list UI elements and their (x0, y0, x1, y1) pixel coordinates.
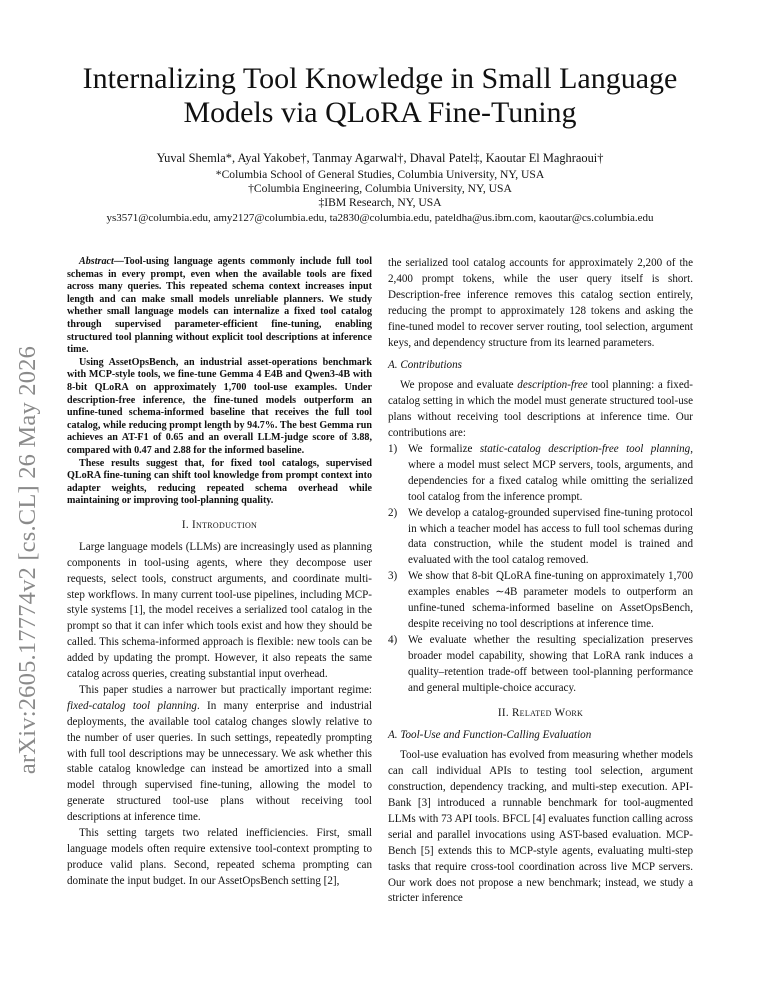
abstract (67, 256, 372, 508)
related-work-paragraph: Tool-use evaluation has evolved from measuring whether models can call individual APIs to testing tool selection, argument construction, dependency tracking, and multi-step execution. API-Bank [3] introduced a runnable benchmark for tool-augmented LLMs with 73 API tools. BFCL [4] evaluates function calling across serial and parallel invocations using AST-based evaluation. MCP-Bench [5] extends this to MCP-style agents, evaluating multi-step tasks that require cross-tool coordination across live MCP servers. Our work does not propose a new benchmark; instead, we study a stricter inference (388, 749, 693, 905)
author-emails: ys3571@columbia.edu, amy2127@columbia.edu, ta2830@columbia.edu, pateldha@us.ibm.com, kaoutar@cs.columbia.edu (106, 212, 654, 224)
left-column (67, 256, 372, 890)
section-heading-introduction: I. Introduction (181, 518, 258, 531)
affiliation-1: *Columbia School of General Studies, Columbia University, NY, USA (215, 168, 545, 181)
author-list: Yuval Shemla*, Ayal Yakobe†, Tanmay Agarwal†, Dhaval Patel‡, Kaoutar El Maghraoui† (156, 151, 604, 165)
contributions-list (388, 442, 693, 697)
paper-title: Internalizing Tool Knowledge in Small Language Models via QLoRA Fine-Tuning (82, 62, 678, 129)
abstract-paragraph-2: Using AssetOpsBench, an industrial asset-operations benchmark with MCP-style tools, we fine-tune Gemma 4 E4B and Qwen3-4B with 8-bit QLoRA on approximately 1,700 tool-use examples. Under description-free inference, the fine-tuned models outperform an unfine-tuned schema-informed baseline that receives the full tool catalog, while reducing prompt length by 94.7%. The best Gemma run achieves an AT-F1 of 0.65 and an overall LLM-judge score of 3.88, compared with 0.47 and 2.88 for the informed baseline. (67, 356, 372, 456)
contributions-intro: We propose and evaluate description-free tool planning: a fixed-catalog setting in which the model must generate structured tool-use plans without receiving tool descriptions at inference time. Our contributions are: (388, 379, 693, 440)
intro-paragraph-3: This setting targets two related inefficiencies. First, small language models often require extensive tool-context prompting to produce valid plans. Second, repeated schema prompting can dominate the input budget. In our AssetOpsBench setting [2], (67, 827, 372, 887)
subsection-heading-contributions: A. Contributions (388, 359, 462, 372)
list-item: 2) We develop a catalog-grounded supervised fine-tuning protocol in which a teacher model has access to full tool schemas during data construction, while the student model is trained and evaluated with the tool catalog removed. (388, 506, 693, 567)
section-heading-related-work: II. Related Work (497, 707, 584, 720)
intro-paragraph-1: Large language models (LLMs) are increasingly used as planning components in tool-using agents, where they decompose user requests, select tools, construct arguments, and coordinate multi-step workflows. In many current tool-use pipelines, including MCP-style systems [1], the model receives a serialized tool catalog in the prompt so that it can infer which tools exist and how they should be called. This schema-informed approach is flexible: new tools can be added by updating the prompt. However, it also repeats the same catalog across queries, creating substantial input overhead. (67, 540, 372, 681)
abstract-paragraph-1: —Tool-using language agents commonly include full tool schemas in every prompt, even when the available tools are fixed across many queries. This repeated schema context increases input length and can make small models unreliable planners. We study whether small language models can internalize a fixed tool catalog through supervised parameter-efficient fine-tuning, enabling structured tool planning without explicit tool descriptions at inference time. (67, 256, 372, 356)
subsection-heading-tool-use: A. Tool-Use and Function-Calling Evaluation (388, 729, 592, 742)
affiliation-3: ‡IBM Research, NY, USA (318, 196, 442, 209)
list-item: 4) We evaluate whether the resulting specialization preserves broader model capability, showing that LoRA rank induces a quality–retention trade-off between tool-planning performance and general multiple-choice accuracy. (388, 633, 693, 694)
abstract-paragraph-3: These results suggest that, for fixed tool catalogs, supervised QLoRA fine-tuning can shift tool knowledge from prompt context into adapter weights, reducing repeated schema overhead while maintaining or improving tool-planning quality. (67, 457, 372, 507)
affiliation-2: †Columbia Engineering, Columbia University, NY, USA (248, 182, 512, 195)
right-column (388, 256, 693, 907)
intro-paragraph-2: This paper studies a narrower but practically important regime: fixed-catalog tool planning. In many enterprise and industrial deployments, the available tool catalog changes slowly relative to the number of user queries. In such settings, repeatedly prompting with full tool descriptions may be unnecessary. We ask whether this stable catalog knowledge can instead be amortized into a small model through supervised fine-tuning, allowing the model to generate structured tool-use plans without receiving tool descriptions at inference time. (67, 683, 373, 824)
intro-paragraph-continued: the serialized tool catalog accounts for approximately 2,200 of the 2,400 prompt tokens, while the user query itself is short. Description-free inference removes this catalog section entirely, reducing the prompt to approximately 128 tokens and asking the fine-tuned model to recover server routing, tool selection, argument keys, and dependency structure from its learned parameters. (388, 257, 693, 349)
abstract-label: Abstract (79, 256, 114, 267)
list-item: 3) We show that 8-bit QLoRA fine-tuning on approximately 1,700 examples enables ∼4B parameter models to outperform an unfine-tuned schema-informed baseline on AssetOpsBench, despite receiving no tool descriptions at inference time. (388, 570, 693, 630)
list-item: 1) We formalize static-catalog description-free tool planning, where a model must select MCP servers, tools, arguments, and dependencies for a fixed catalog while omitting the serialized tool catalog from the inference prompt. (388, 442, 693, 503)
